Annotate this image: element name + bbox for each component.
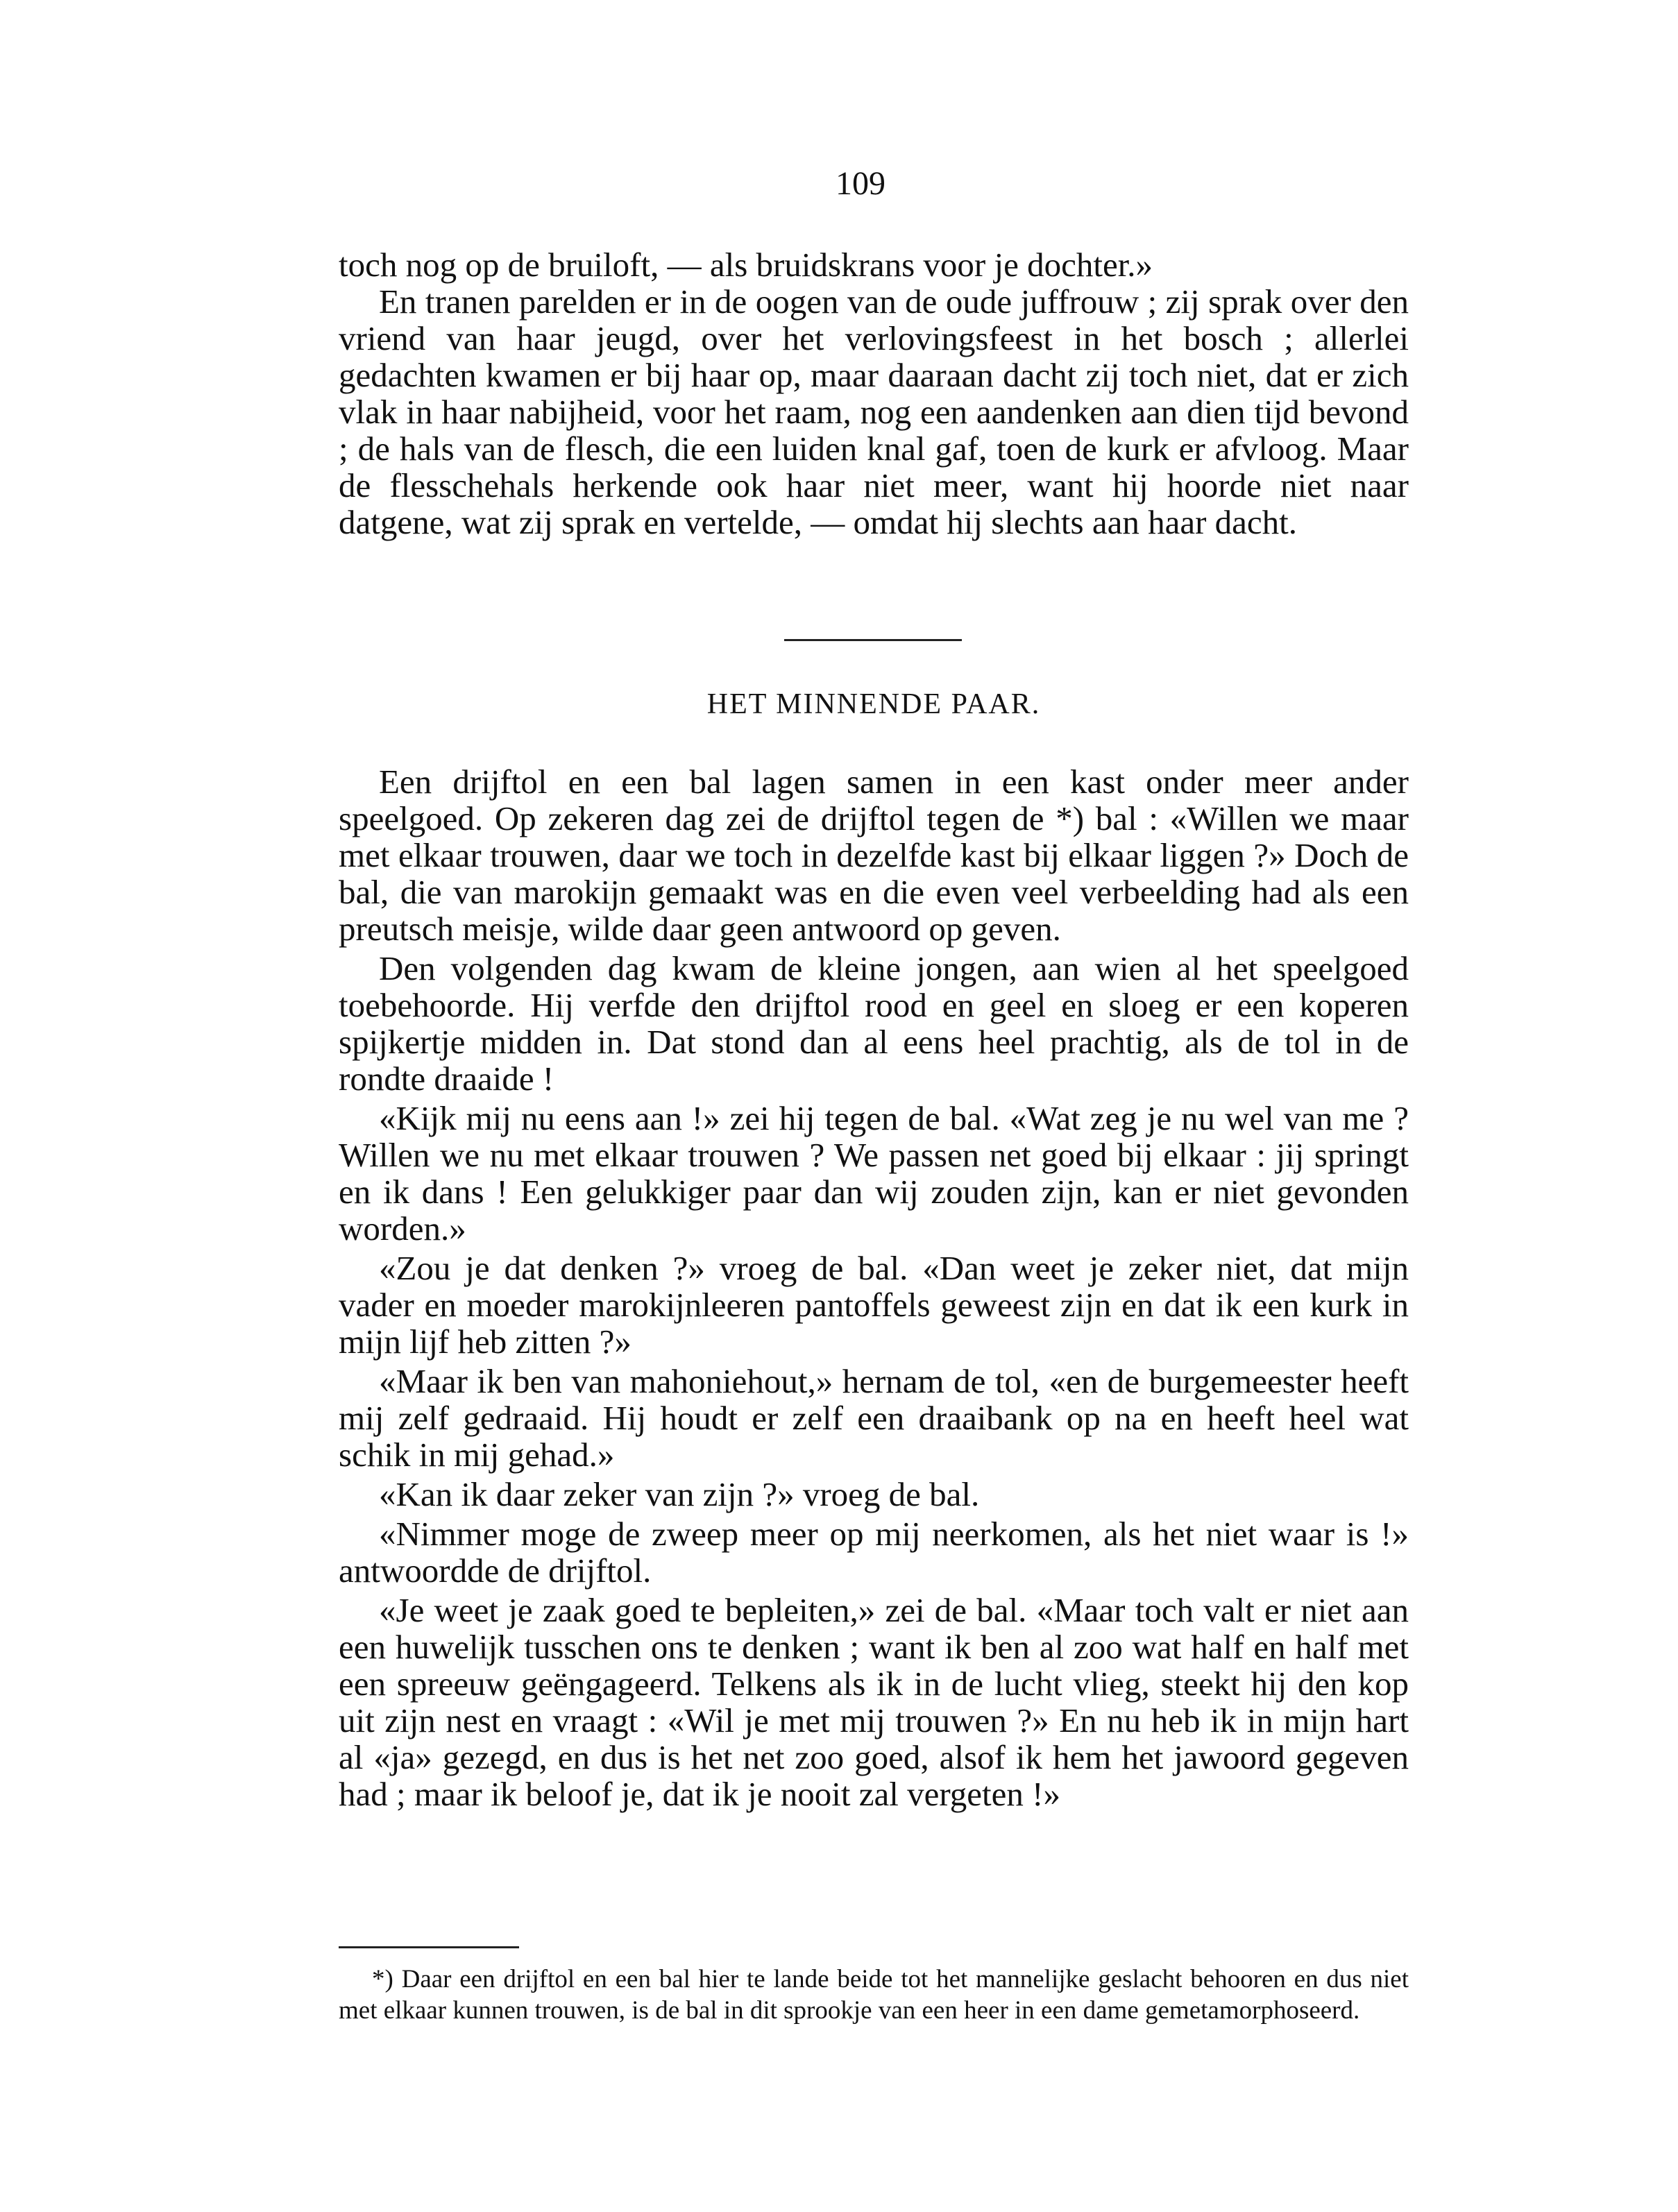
- page-number: 109: [836, 165, 885, 202]
- story-title: HET MINNENDE PAAR.: [706, 688, 1041, 720]
- story-body: [339, 763, 1409, 1815]
- paragraph: «Maar ik ben van mahoniehout,» hernam de tol, «en de burgemeester heeft mij zelf gedraaid. Hij houdt er zelf een draaibank op na en heeft heel wat schik in mij gehad.»: [339, 1362, 1409, 1474]
- footnote: *) Daar een drijftol en een bal hier te lande beide tot het mannelijke geslacht behooren en dus niet met elkaar kunnen trouwen, is de bal in dit sprookje van een heer in een dame gemetamorphoseerd.: [339, 1965, 1409, 2025]
- paragraph: En tranen parelden er in de oogen van de oude juffrouw ; zij sprak over den vriend van haar jeugd, over het verlovingsfeest in het bosch ; allerlei gedachten kwamen er bij haar op, maar daaraan dacht zij toch niet, dat er zich vlak in haar nabijheid, voor het raam, nog een aandenken aan dien tijd bevond ; de hals van de flesch, die een luiden knal gaf, toen de kurk er afvloog. Maar de flesschehals herkende ook haar niet meer, want hij hoorde niet naar datgene, wat zij sprak en vertelde, — omdat hij slechts aan haar dacht.: [339, 282, 1409, 541]
- paragraph: «Zou je dat denken ?» vroeg de bal. «Dan weet je zeker niet, dat mijn vader en moeder marokijnleeren pantoffels geweest zijn en dat ik een kurk in mijn lijf heb zitten ?»: [339, 1249, 1409, 1361]
- paragraph: «Kan ik daar zeker van zijn ?» vroeg de bal.: [379, 1475, 980, 1513]
- paragraph: Den volgenden dag kwam de kleine jongen, aan wien al het speelgoed toebehoorde. Hij verfde den drijftol rood en geel en sloeg er een koperen spijkertje midden in. Dat stond dan al eens heel prachtig, als de tol in de rondte draaide !: [339, 949, 1409, 1098]
- previous-story-ending: [339, 246, 1409, 541]
- footnote-divider: [339, 1946, 519, 1948]
- paragraph: Een drijftol en een bal lagen samen in een kast onder meer ander speelgoed. Op zekeren dag zei de drijftol tegen de *) bal : «Willen we maar met elkaar trouwen, daar we toch in dezelfde kast bij elkaar liggen ?» Doch de bal, die van marokijn gemaakt was en die even veel verbeelding had als een preutsch meisje, wilde daar geen antwoord op geven.: [339, 763, 1409, 948]
- paragraph: «Je weet je zaak goed te bepleiten,» zei de bal. «Maar toch valt er niet aan een huwelijk tusschen ons te denken ; want ik ben al zoo wat half en half met een spreeuw geëngageerd. Telkens als ik in de lucht vlieg, steekt hij den kop uit zijn nest en vraagt : «Wil je met mij trouwen ?» En nu heb ik in mijn hart al «ja» gezegd, en dus is het net zoo goed, alsof ik hem het jawoord gegeven had ; maar ik beloof je, dat ik je nooit zal vergeten !»: [339, 1591, 1409, 1813]
- section-divider: [784, 639, 962, 641]
- paragraph-continued: toch nog op de bruiloft, — als bruidskrans voor je dochter.»: [339, 246, 1153, 284]
- paragraph: «Kijk mij nu eens aan !» zei hij tegen de bal. «Wat zeg je nu wel van me ? Willen we nu met elkaar trouwen ? We passen net goed bij elkaar : jij springt en ik dans ! Een gelukkiger paar dan wij zouden zijn, kan er niet gevonden worden.»: [339, 1099, 1409, 1248]
- paragraph: «Nimmer moge de zweep meer op mij neerkomen, als het niet waar is !» antwoordde de drijftol.: [339, 1515, 1409, 1590]
